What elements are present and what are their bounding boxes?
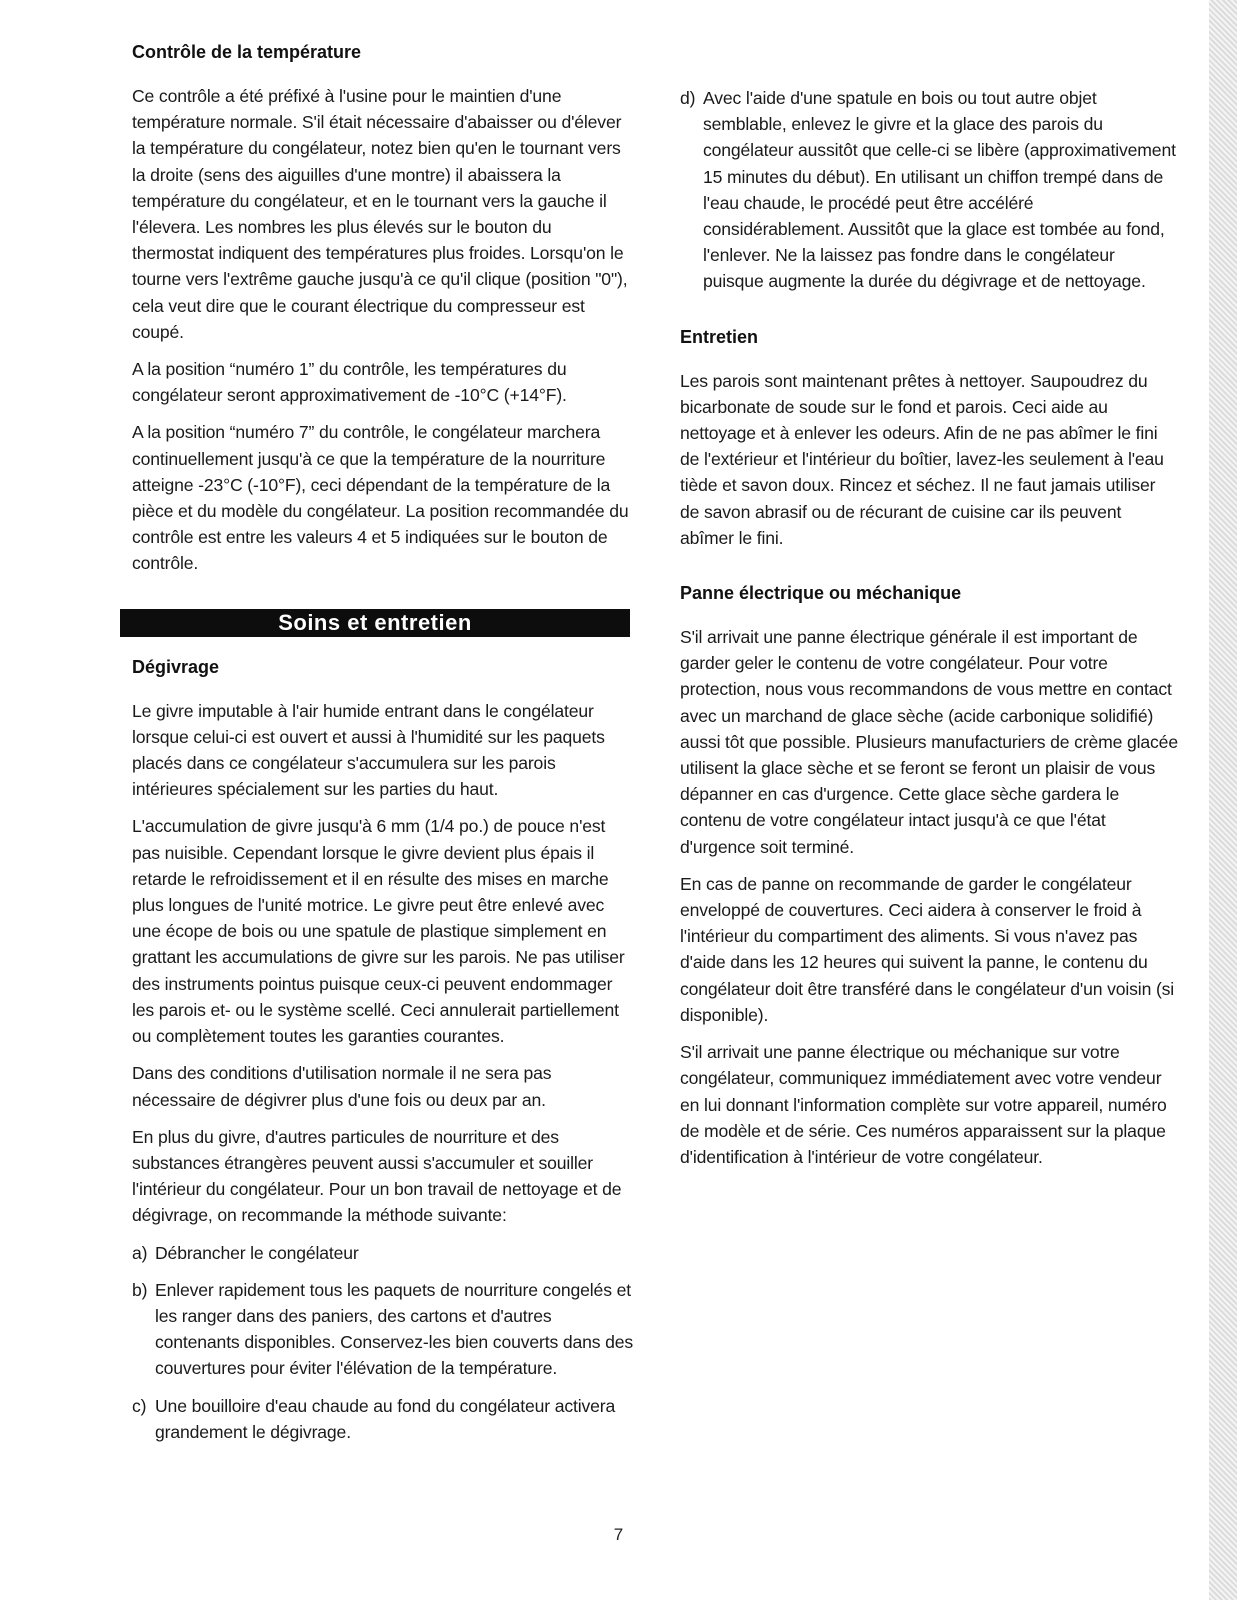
page-number: 7 (613, 1525, 624, 1544)
temperature-paragraph-2: A la position “numéro 1” du contrôle, les températures du congélateur seront approximativement de -10°C (+14°F). (132, 359, 567, 406)
step-marker: c) (132, 1395, 147, 1416)
step-text: Une bouilloire d'eau chaude au fond du congélateur activera grandement le dégivrage. (155, 1395, 616, 1442)
defrost-steps-continued (680, 85, 1178, 295)
step-marker: d) (680, 88, 696, 108)
list-item (132, 1277, 634, 1382)
failure-paragraph-2: En cas de panne on recommande de garder le congélateur enveloppé de couvertures. Ceci aidera à conserver le froid à l'intérieur du compartiment des aliments. Si vous n'avez pas d'aide dans les 12 heures qui suivent la panne, le contenu du congélateur doit être transféré dans le congélateur d'un voisin (si disponible). (680, 873, 1175, 1025)
right-column (680, 85, 1178, 1181)
temperature-paragraph-1: Ce contrôle a été préfixé à l'usine pour le maintien d'une température normale. S'il était nécessaire d'abaisser ou d'élever la température du congélateur, notez bien qu'en le tournant vers la droite (sens des aiguilles d'une montre) il abaissera la température du congélateur, et en le tournant vers la gauche il l'élevera. Les nombres les plus élevés sur le bouton du thermostat indiquent des températures plus froides. Lorsqu'on le tourne vers l'extrême gauche jusqu'à ce qu'il clique (position "0"), cela veut dire que le courant électrique du compresseur est coupé. (132, 86, 628, 342)
defrosting-paragraph-1: Le givre imputable à l'air humide entrant dans le congélateur lorsque celui-ci est ouvert et aussi à l'humidité sur les paquets placés dans ce congélateur s'accumulera sur les parois intérieures spécialement sur les parties du haut. (132, 700, 605, 800)
section-banner (120, 609, 630, 637)
section-banner-label: Soins et entretien (278, 609, 472, 635)
list-item (680, 85, 1178, 295)
list-item (132, 1393, 634, 1445)
defrosting-paragraph-3: Dans des conditions d'utilisation normale il ne sera pas nécessaire de dégivrer plus d'une fois ou deux par an. (132, 1063, 552, 1110)
defrosting-heading: Dégivrage (132, 656, 220, 677)
step-marker: b) (132, 1279, 148, 1300)
step-text: Enlever rapidement tous les paquets de nourriture congelés et les ranger dans des paniers, des cartons et d'autres contenants disponibles. Conservez-les bien couverts dans des couvertures pour éviter l'élévation de la température. (155, 1279, 634, 1379)
failure-heading: Panne électrique ou méchanique (680, 583, 962, 604)
defrost-steps-list (132, 1240, 634, 1445)
failure-paragraph-1: S'il arrivait une panne électrique générale il est important de garder geler le contenu de votre congélateur. Pour votre protection, nous vous recommandons de vous mettre en contact avec un marchand de glace sèche (acide carbonique solidifié) aussi tôt que possible. Plusieurs manufacturiers de crème glacée utilisent la glace sèche et se feront se feront un plaisir de vous dépanner en cas d'urgence. Cette glace sèche gardera le contenu de votre congélateur intact jusqu'à ce que l'état d'urgence soit terminé. (680, 627, 1178, 857)
maintenance-paragraph: Les parois sont maintenant prêtes à nettoyer. Saupoudrez du bicarbonate de soude sur le fond et parois. Ceci aide au nettoyage et à enlever les odeurs. Afin de ne pas abîmer le fini de l'extérieur et l'intérieur du boîtier, lavez-les seulement à l'eau tiède et savon doux. Rincez et séchez. Il ne faut jamais utiliser de savon abrasif ou de récurant de cuisine car ils peuvent abîmer le fini. (680, 370, 1164, 548)
left-column (132, 40, 634, 1456)
step-text: Débrancher le congélateur (155, 1242, 359, 1263)
list-item (132, 1240, 634, 1266)
step-marker: a) (132, 1242, 148, 1263)
step-text: Avec l'aide d'une spatule en bois ou tout autre objet semblable, enlevez le givre et la glace des parois du congélateur aussitôt que celle-ci se libère (approximativement 15 minutes du début). En utilisant un chiffon trempé dans de l'eau chaude, le procédé peut être accéléré considérablement. Aussitôt que la glace est tombée au fond, l'enlever. Ne la laissez pas fondre dans le congélateur puisque augmente la durée du dégivrage et de nettoyage. (703, 88, 1176, 292)
defrosting-paragraph-2: L'accumulation de givre jusqu'à 6 mm (1/4 po.) de pouce n'est pas nuisible. Cependant lorsque le givre devient plus épais il retarde le refroidissement et il en résulte des mises en marche plus longues de l'unité motrice. Le givre peut être enlevé avec une écope de bois ou une spatule de plastique simplement en grattant les accumulations de givre sur les parois. Ne pas utiliser des instruments pointus puisque ceux-ci peuvent endommager les parois et- ou le système scellé. Ceci annulerait partiellement ou complètement toutes les garanties courantes. (132, 816, 625, 1047)
scan-edge (1209, 0, 1237, 1600)
temperature-control-heading: Contrôle de la température (132, 42, 362, 62)
maintenance-heading: Entretien (680, 326, 759, 347)
failure-paragraph-3: S'il arrivait une panne électrique ou méchanique sur votre congélateur, communiquez immédiatement avec votre vendeur en lui donnant l'information complète sur votre appareil, numéro de modèle et de série. Ces numéros apparaissent sur la plaque d'identification à l'intérieur de votre congélateur. (680, 1042, 1167, 1167)
defrosting-paragraph-4: En plus du givre, d'autres particules de nourriture et des substances étrangères peuvent aussi s'accumuler et souiller l'intérieur du congélateur. Pour un bon travail de nettoyage et de dégivrage, on recommande la méthode suivante: (132, 1126, 622, 1226)
temperature-paragraph-3: A la position “numéro 7” du contrôle, le congélateur marchera continuellement jusqu'à ce que la température de la nourriture atteigne -23°C (-10°F), ceci dépendant de la température de la pièce et du modèle du congélateur. La position recommandée du contrôle est entre les valeurs 4 et 5 indiquées sur le bouton de contrôle. (132, 422, 629, 574)
